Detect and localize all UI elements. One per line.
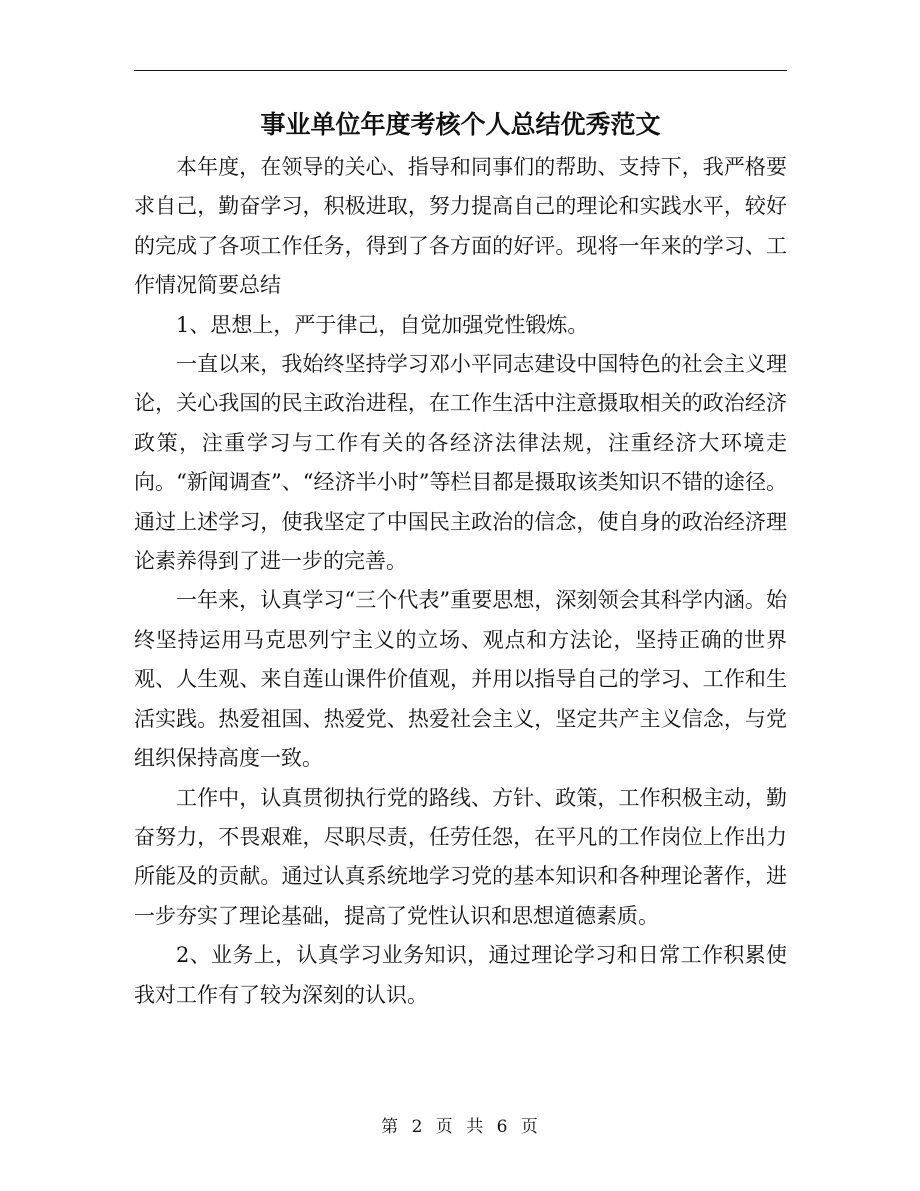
paragraph-section-1-heading: 1、思想上，严于律己，自觉加强党性锻炼。 — [176, 312, 589, 337]
page-number-footer: 第 2 页 共 6 页 — [381, 1117, 539, 1137]
document-body — [134, 148, 787, 1015]
paragraph-three-represents: 一年来，认真学习“三个代表”重要思想，深刻领会其科学内涵。始终坚持运用马克思列宁主义的立场、观点和方法论，坚持正确的世界观、人生观、来自莲山课件价值观，并用以指导自己的学习、工作和生活实践。热爱祖国、热爱党、热爱社会主义，坚定共产主义信念，与党组织保持高度一致。 — [134, 588, 787, 771]
header-rule — [134, 70, 787, 71]
paragraph-section-2-heading: 2、业务上，认真学习业务知识，通过理论学习和日常工作积累使我对工作有了较为深刻的认识。 — [134, 943, 787, 1007]
paragraph-work: 工作中，认真贯彻执行党的路线、方针、政策，工作积极主动，勤奋努力，不畏艰难，尽职尽责，任劳任怨，在平凡的工作岗位上作出力所能及的贡献。通过认真系统地学习党的基本知识和各种理论著作，进一步夯实了理论基础，提高了党性认识和思想道德素质。 — [134, 785, 787, 928]
document-title: 事业单位年度考核个人总结优秀范文 — [260, 110, 661, 139]
paragraph-theory-study: 一直以来，我始终坚持学习邓小平同志建设中国特色的社会主义理论，关心我国的民主政治进程，在工作生活中注意摄取相关的政治经济政策，注重学习与工作有关的各经济法律法规，注重经济大环境走向。“新闻调查”、“经济半小时”等栏目都是摄取该类知识不错的途径。通过上述学习，使我坚定了中国民主政治的信念，使自身的政治经济理论素养得到了进一步的完善。 — [134, 352, 787, 574]
paragraph-intro: 本年度，在领导的关心、指导和同事们的帮助、支持下，我严格要求自己，勤奋学习，积极进取，努力提高自己的理论和实践水平，较好的完成了各项工作任务，得到了各方面的好评。现将一年来的学习、工作情况简要总结 — [134, 155, 787, 298]
